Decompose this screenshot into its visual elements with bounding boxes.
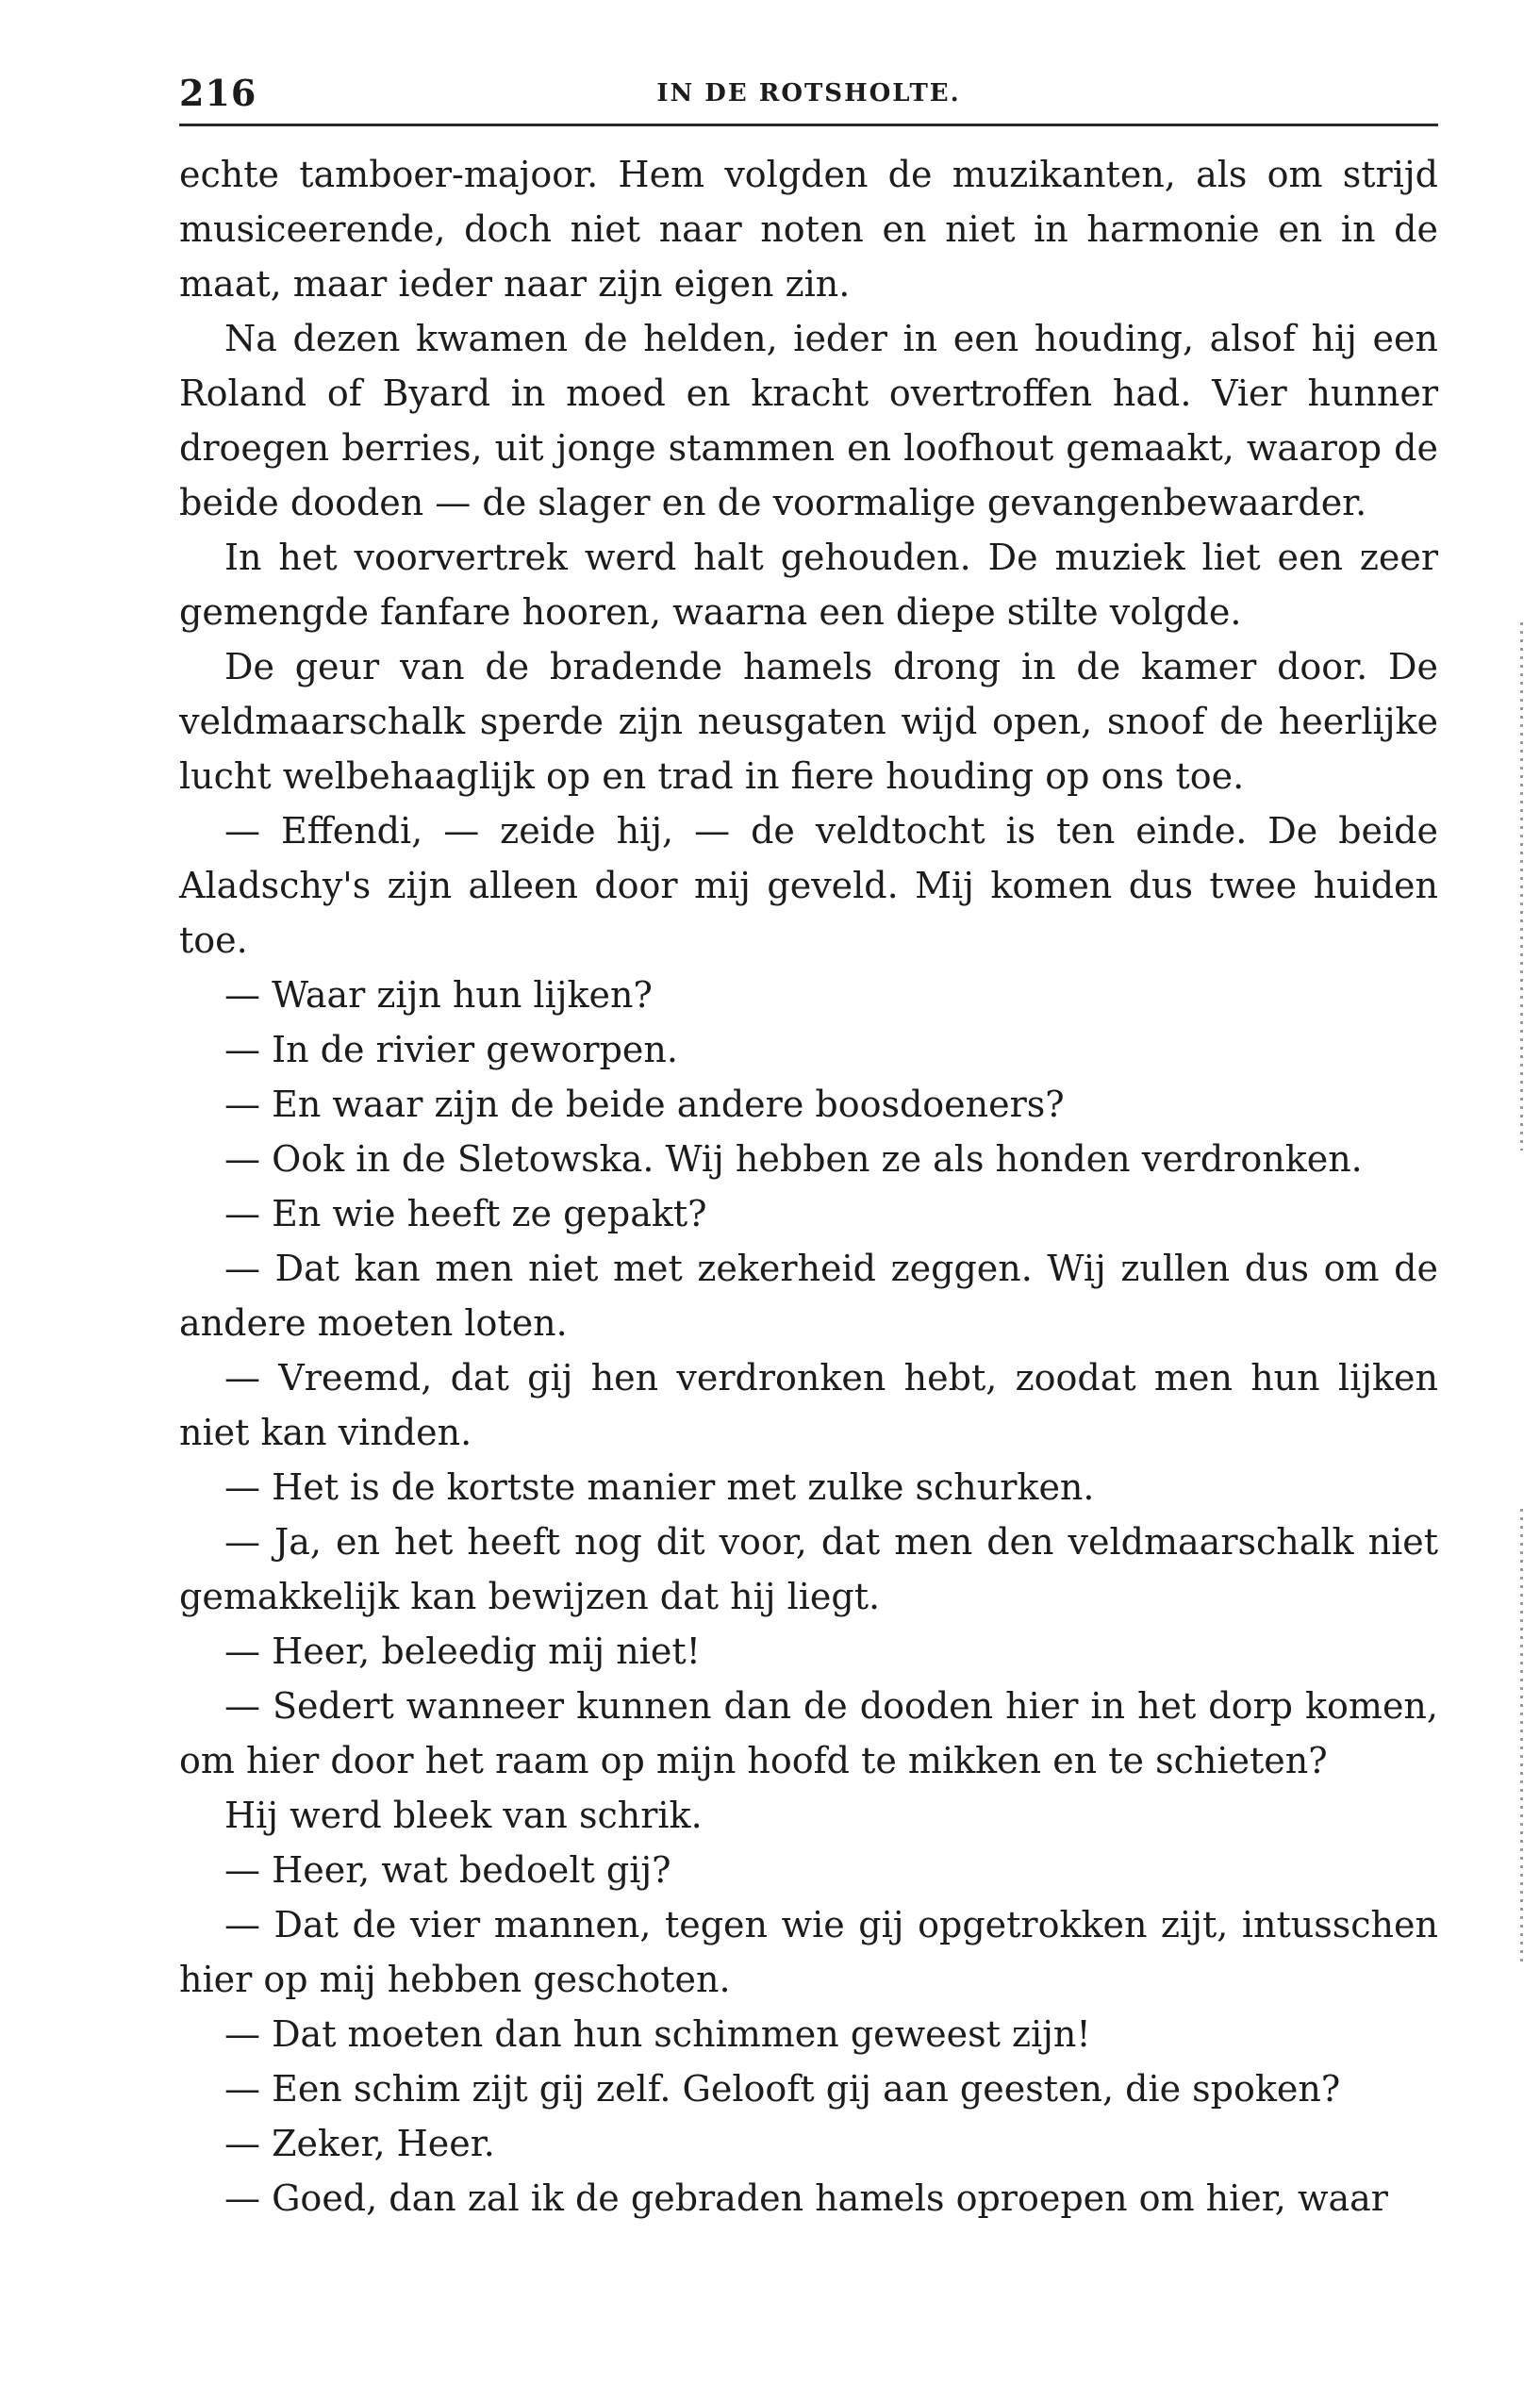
book-page (179, 66, 1438, 2226)
scan-edge-artifact (1520, 622, 1523, 1150)
paragraph: Na dezen kwamen de helden, ieder in een houding, alsof hij een Roland of Byard in moed en kracht overtroffen had. Vier hunner droegen berries, uit jonge stammen en loofhout gemaakt, waarop de beide dooden — de slager en de voormalige gevangenbewaarder. (179, 318, 1438, 523)
paragraph: — Ook in de Sletowska. Wij hebben ze als honden verdronken. (224, 1138, 1363, 1180)
paragraph: In het voorvertrek werd halt gehouden. De muziek liet een zeer gemengde fanfare hooren, waarna een diepe stilte volgde. (179, 537, 1438, 633)
paragraph: — In de rivier geworpen. (224, 1029, 678, 1070)
text-body (179, 147, 1438, 2226)
paragraph: — Heer, wat bedoelt gij? (224, 1849, 671, 1891)
paragraph: — En waar zijn de beide andere boosdoeners? (224, 1084, 1065, 1125)
paragraph: — Zeker, Heer. (224, 2123, 495, 2164)
paragraph: — En wie heeft ze gepakt? (224, 1193, 707, 1234)
page-number: 216 (179, 72, 257, 114)
running-header (179, 66, 1438, 126)
paragraph: — Het is de kortste manier met zulke schurken. (224, 1466, 1095, 1508)
paragraph: — Effendi, — zeide hij, — de veldtocht is ten einde. De beide Aladschy's zijn alleen door mij geveld. Mij komen dus twee huiden toe. (179, 810, 1438, 961)
paragraph: — Goed, dan zal ik de gebraden hamels oproepen om hier, waar (224, 2177, 1388, 2219)
paragraph: Hij werd bleek van schrik. (224, 1795, 703, 1836)
running-title: IN DE ROTSHOLTE. (656, 79, 961, 108)
paragraph: — Dat kan men niet met zekerheid zeggen. Wij zullen dus om de andere moeten loten. (179, 1248, 1438, 1344)
scan-edge-artifact (1520, 1509, 1523, 1961)
paragraph: echte tamboer-majoor. Hem volgden de muzikanten, als om strijd musiceerende, doch niet naar noten en niet in harmonie en in de maat, maar ieder naar zijn eigen zin. (179, 154, 1438, 305)
paragraph: — Ja, en het heeft nog dit voor, dat men den veldmaarschalk niet gemakkelijk kan bewijzen dat hij liegt. (179, 1521, 1438, 1617)
paragraph: — Een schim zijt gij zelf. Gelooft gij aan geesten, die spoken? (224, 2068, 1341, 2110)
paragraph: — Vreemd, dat gij hen verdronken hebt, zoodat men hun lijken niet kan vinden. (179, 1357, 1438, 1453)
paragraph: — Dat de vier mannen, tegen wie gij opgetrokken zijt, intusschen hier op mij hebben geschoten. (179, 1904, 1438, 2000)
paragraph: — Waar zijn hun lijken? (224, 974, 653, 1016)
paragraph: — Dat moeten dan hun schimmen geweest zijn! (224, 2013, 1091, 2055)
paragraph: — Heer, beleedig mij niet! (224, 1630, 701, 1672)
paragraph: — Sedert wanneer kunnen dan de dooden hier in het dorp komen, om hier door het raam op mijn hoofd te mikken en te schieten? (179, 1685, 1438, 1781)
paragraph: De geur van de bradende hamels drong in de kamer door. De veldmaarschalk sperde zijn neusgaten wijd open, snoof de heerlijke lucht welbehaaglijk op en trad in fiere houding op ons toe. (179, 646, 1438, 797)
